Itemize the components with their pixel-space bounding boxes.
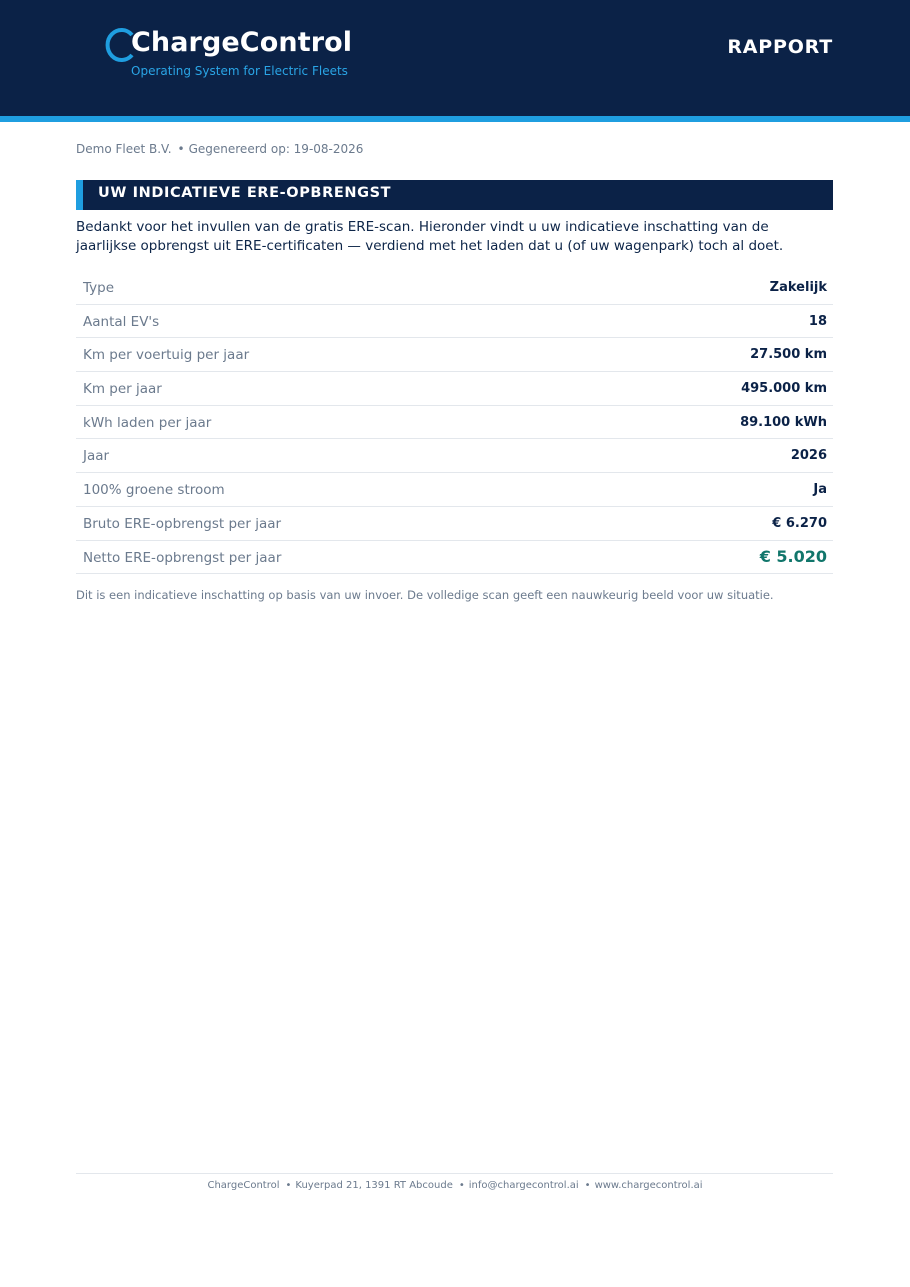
section-title-bar [76,180,833,210]
row-value: 89.100 kWh [740,414,827,430]
table-row-green-power [76,473,833,507]
row-label: kWh laden per jaar [83,414,212,431]
intro-text: Bedankt voor het invullen van de gratis ERE-scan. Hieronder vindt u uw indicatieve inschatting van de jaarlijkse opbrengst uit ERE-certificaten — verdiend met het laden dat u (of uw wagenpark) toch al doet. [76,219,784,254]
table-row-year [76,439,833,473]
footer-email-link[interactable]: info@chargecontrol.ai [468,1180,579,1191]
table-row-km-per-year [76,372,833,406]
row-label: 100% groene stroom [83,482,225,499]
footer-company: ChargeControl [207,1180,280,1191]
row-value: Ja [813,482,827,498]
table-row-net-revenue [76,541,833,575]
row-value: 2026 [790,448,827,464]
page-footer [0,1180,910,1191]
row-label: Netto ERE-opbrengst per jaar [83,549,282,566]
table-row-ev-count [76,305,833,339]
generated-date: Gegenereerd op: 19-08-2026 [188,142,364,156]
footer-separator: • [458,1180,465,1191]
footer-address: Kuyerpad 21, 1391 RT Abcoude [295,1180,453,1191]
row-value: € 6.270 [772,515,827,531]
header-accent-stripe [0,116,910,122]
footer-separator: • [285,1180,292,1191]
table-row-kwh-per-year [76,406,833,440]
footer-divider [76,1173,833,1174]
row-label: Km per jaar [83,381,162,398]
disclaimer-text: Dit is een indicatieve inschatting op basis van uw invoer. De volledige scan geeft een nauwkeurig beeld voor uw situatie. [76,588,774,602]
footer-website-link[interactable]: www.chargecontrol.ai [594,1180,703,1191]
company-name: Demo Fleet B.V. [76,142,172,156]
row-label: Bruto ERE-opbrengst per jaar [83,515,282,532]
table-row-type [76,271,833,305]
row-value: 495.000 km [741,381,827,397]
row-value: Zakelijk [769,280,827,295]
brand-tagline: Operating System for Electric Fleets [131,64,348,78]
report-header [0,0,910,116]
section-title: UW INDICATIEVE ERE-OPBRENGST [98,185,392,201]
row-label: Type [83,280,115,296]
report-meta [76,142,363,156]
row-label: Km per voertuig per jaar [83,347,250,364]
table-row-km-per-vehicle [76,338,833,372]
row-label: Jaar [83,448,110,465]
results-table [76,271,833,574]
footer-separator: • [584,1180,591,1191]
brand-name: ChargeControl [131,27,353,58]
report-label: RAPPORT [727,36,833,58]
row-value: 27.500 km [750,347,827,363]
row-label: Aantal EV's [83,313,160,330]
meta-separator: • [177,142,185,156]
net-revenue-value: € 5.020 [759,546,827,566]
row-value: 18 [808,313,827,329]
table-row-gross-revenue [76,507,833,541]
